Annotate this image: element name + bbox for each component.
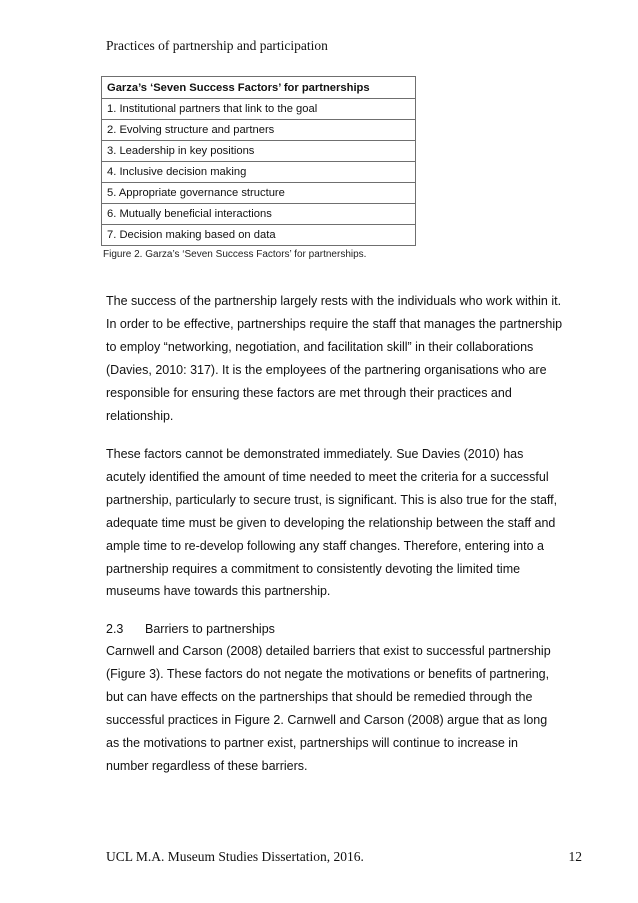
- table-cell: 5. Appropriate governance structure: [102, 183, 416, 204]
- section-number: 2.3: [106, 622, 124, 636]
- table-heading: Garza’s ‘Seven Success Factors’ for partnerships: [102, 77, 416, 99]
- text-line: ample time to re-develop following any staff changes. Therefore, entering into a: [106, 538, 544, 553]
- running-header: Practices of partnership and participation: [106, 38, 328, 53]
- paragraph-time: [106, 443, 584, 603]
- text-line: In order to be effective, partnerships require the staff that manages the partnership: [106, 316, 563, 331]
- text-line: to employ “networking, negotiation, and facilitation skill” in their collaborations: [106, 339, 534, 354]
- table-cell: 2. Evolving structure and partners: [102, 120, 416, 141]
- section-heading: [106, 622, 275, 636]
- paragraph-barriers: [106, 640, 584, 777]
- page-number: 12: [568, 849, 582, 864]
- text-line: partnership requires a commitment to consistently devoting the limited time: [106, 561, 521, 576]
- text-line: responsible for ensuring these factors are met through their practices and: [106, 385, 512, 400]
- table-cell: 1. Institutional partners that link to the goal: [102, 99, 416, 120]
- section-title: Barriers to partnerships: [145, 622, 275, 636]
- running-footer: [106, 849, 582, 865]
- text-line: (Davies, 2010: 317). It is the employees of the partnering organisations who are: [106, 362, 547, 377]
- figure-caption: Figure 2. Garza’s ‘Seven Success Factors’ for partnerships.: [103, 249, 367, 260]
- table-cell: 7. Decision making based on data: [102, 225, 416, 246]
- text-line: as the motivations to partner exist, partnerships will continue to increase in: [106, 735, 519, 750]
- table-row: [102, 99, 416, 120]
- text-line: adequate time must be given to developing the relationship between the staff and: [106, 515, 556, 530]
- text-line: (Figure 3). These factors do not negate the motivations or benefits of partnering,: [106, 666, 550, 681]
- text-line: relationship.: [106, 408, 174, 423]
- table-cell: 3. Leadership in key positions: [102, 141, 416, 162]
- text-line: museums have towards this partnership.: [106, 584, 331, 599]
- text-line: acutely identified the amount of time needed to meet the criteria for a successful: [106, 469, 549, 484]
- text-line: The success of the partnership largely rests with the individuals who work within it.: [106, 294, 562, 308]
- table-header-row: [102, 77, 416, 99]
- table-row: [102, 162, 416, 183]
- table-row: [102, 141, 416, 162]
- text-line: number regardless of these barriers.: [106, 758, 308, 773]
- table-cell: 4. Inclusive decision making: [102, 162, 416, 183]
- text-line: but can have effects on the partnerships that should be remedied through the: [106, 689, 533, 704]
- text-line: Carnwell and Carson (2008) detailed barriers that exist to successful partnership: [106, 644, 551, 658]
- table-row: [102, 225, 416, 246]
- text-line: successful practices in Figure 2. Carnwell and Carson (2008) argue that as long: [106, 712, 548, 727]
- table-row: [102, 204, 416, 225]
- text-line: These factors cannot be demonstrated immediately. Sue Davies (2010) has: [106, 447, 524, 461]
- success-factors-table: [101, 76, 416, 246]
- text-line: partnership, particularly to secure trust, is significant. This is also true for the staff,: [106, 492, 558, 507]
- paragraph-success: [106, 290, 584, 427]
- table-row: [102, 120, 416, 141]
- table-row: [102, 183, 416, 204]
- table-cell: 6. Mutually beneficial interactions: [102, 204, 416, 225]
- footer-text: UCL M.A. Museum Studies Dissertation, 2016.: [106, 849, 364, 864]
